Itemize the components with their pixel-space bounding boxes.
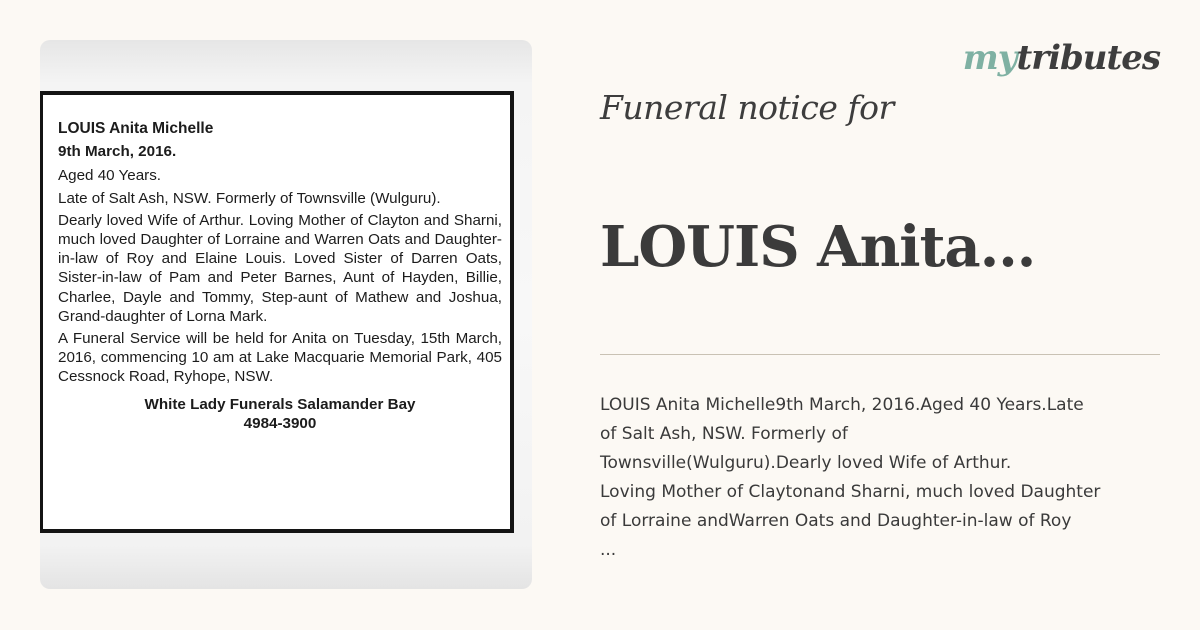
logo-tributes: tributes — [1016, 38, 1160, 78]
excerpt-line: of Salt Ash, NSW. Formerly of — [600, 424, 848, 444]
excerpt-line: Townsville(Wulguru).Dearly loved Wife of Arthur. — [600, 453, 1012, 473]
notice-text — [58, 119, 502, 434]
page-subtitle: Funeral notice for — [600, 88, 894, 127]
notice-family: Dearly loved Wife of Arthur. Loving Mother of Clayton and Sharni, much loved Daughter of Lorraine and Warren Oats and Daughter-in-law of Roy and Elaine Louis. Loved Sister of Darren Oats, Sister-in-law of Pam and Peter Barnes, Aunt of Hayden, Billie, Charlee, Dayle and Tommy, Step-aunt of Mathew and Joshua, Grand-daughter of Lorna Mark. — [58, 211, 502, 325]
notice-frame — [40, 91, 514, 533]
excerpt-line: Loving Mother of Claytonand Sharni, much loved Daughter — [600, 482, 1101, 502]
notice-name: LOUIS Anita Michelle — [58, 120, 214, 137]
notice-image — [40, 40, 532, 589]
mytributes-logo — [963, 38, 1160, 78]
notice-date: 9th March, 2016. — [58, 143, 177, 161]
excerpt-line: of Lorraine andWarren Oats and Daughter-in-law of Roy — [600, 511, 1072, 531]
notice-residence: Late of Salt Ash, NSW. Formerly of Townsville (Wulguru). — [58, 189, 441, 207]
notice-excerpt — [600, 391, 1190, 565]
divider — [600, 354, 1160, 355]
excerpt-ellipsis: ... — [600, 540, 617, 560]
excerpt-line: LOUIS Anita Michelle9th March, 2016.Aged 40 Years.Late — [600, 395, 1084, 415]
funeral-director-phone: 4984-3900 — [243, 415, 317, 433]
logo-my: my — [962, 38, 1017, 78]
notice-footer — [58, 395, 502, 434]
deceased-name: LOUIS Anita... — [600, 214, 1036, 280]
notice-age: Aged 40 Years. — [58, 167, 162, 185]
notice-service: A Funeral Service will be held for Anita on Tuesday, 15th March, 2016, commencing 10 am at Lake Macquarie Memorial Park, 405 Cessnock Road, Ryhope, NSW. — [58, 330, 502, 386]
funeral-director: White Lady Funerals Salamander Bay — [144, 395, 416, 413]
